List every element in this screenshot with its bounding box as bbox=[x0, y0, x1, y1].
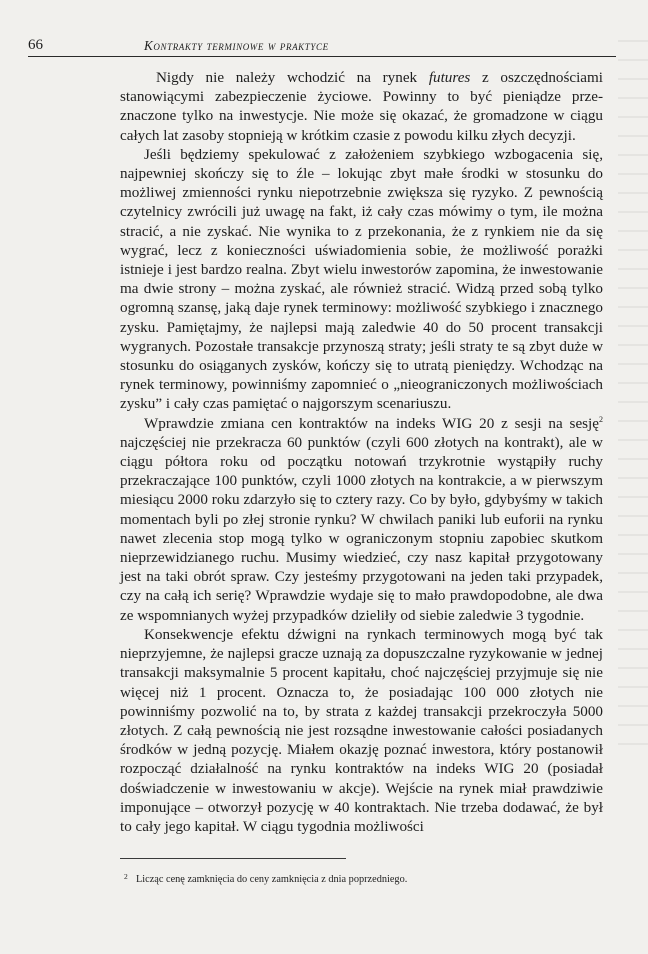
futures-term: futures bbox=[428, 69, 471, 86]
paragraph-3 bbox=[120, 414, 603, 625]
paragraph-4: Konsekwencje efektu dźwigni na rynkach terminowych mogą być tak nieprzyjemne, że najlepsi gracze uznają za dopuszczalne ryzykowanie w jednej transakcji maksymalnie 5 procent kapitału, choć najczęściej przyjmuje się nie więcej niż 1 procent. Oznacza to, że posiadając 100 000 złotych nie powinniśmy pozwolić na to, by strata z każdej transakcji przekroczyła 5000 złotych. Z całą pewnością nie jest rozsądne inwestowanie całości posiadanych środków w jedną pozycję. Miałem okazję poznać inwestora, który postanowił rozpocząć działalność na rynku kontraktów na indeks WIG 20 (posiadał doświadczenie w inwestowaniu w akcje). Wejście na rynek miał prawdziwie imponujące – otworzył pozycję w 40 kontraktach. Nie trzeba dodawać, że był to cały jego kapitał. W ciągu tygodnia możliwości bbox=[120, 625, 603, 835]
paragraph-1-start: Nigdy nie należy wchodzić na rynek bbox=[156, 69, 429, 86]
body-text bbox=[120, 68, 603, 836]
paragraph-3-rest: najczęściej nie przekracza 60 punktów (czyli 600 złotych na kontrakt), ale w ciągu półtora roku od początku notowań trzykrotnie wystąpiły ruchy przekraczające 100 punktów, czyli 1000 złotych na kontrakcie, a w pierwszym miesiącu 2000 roku zdarzyło się to cztery razy. Co by było, gdybyśmy w takich momentach byli po złej stronie rynku? W chwilach paniki lub euforii na rynku nawet zlecenia stop mogą tylko w ograniczonym stopniu zapobiec skutkom nieprzewidzianego ruchu. Musimy wiedzieć, czy nasz kapitał przygotowany jest na taki obrót spraw. Czy jesteśmy przygotowani na jeden taki przypadek, czy na całą ich serię? Wprawdzie wydaje się to mało prawdopodobne, ale dwa ze wspomnianych wyżej przypadków dzieliły od siebie zaledwie 3 tygodnie. bbox=[120, 433, 603, 624]
footnote bbox=[124, 872, 596, 886]
page-header bbox=[28, 36, 616, 57]
running-title: Kontrakty terminowe w praktyce bbox=[144, 38, 329, 53]
footnote-number: 2 bbox=[124, 872, 128, 881]
footnote-divider bbox=[120, 858, 346, 859]
paragraph-2: Jeśli będziemy spekulować z założeniem szybkiego wzbogacenia się, najpewniej skończy się to źle – lokując zbyt małe środki w stosunku do możliwej zmienności rynku niepotrzebnie zwiększa się ryzyko. Z pewnością czytelnicy zwrócili już uwagę na fakt, iż cały czas mówimy o tym, ile można stracić, a nie zyskać. Nie wynika to z przekonania, że z rynkiem nie da się wygrać, lecz z konieczności uświadomienia sobie, że możliwość porażki istnieje i jest bardzo realna. Zbyt wielu inwestorów zapomina, że inwestowanie ma dwie strony – można zyskać, ale również stracić. Widzą przed sobą tylko ogromną szansę, jaką daje rynek terminowy: możliwość szybkiego i znacznego zysku. Pamiętajmy, że najlepsi mają zaledwie 40 do 50 procent transakcji wygranych. Pozostałe transakcje przynoszą straty; jeśli straty te są zbyt duże w stosunku do osiąganych zysków, kończy się to utratą pieniędzy. Wchodząc na rynek terminowy, powinniśmy zapomnieć o „nieograniczonych możliwościach zysku” i cały czas pamiętać o najgorszym scenariuszu. bbox=[120, 145, 603, 413]
paragraph-3-start: Wprawdzie zmiana cen kontraktów na indeks WIG 20 z sesji na sesję bbox=[144, 414, 599, 432]
page-number: 66 bbox=[28, 37, 43, 53]
bleed-through-shadow bbox=[618, 40, 648, 760]
footnote-text: Licząc cenę zamknięcia do ceny zamknięcia z dnia poprzedniego. bbox=[136, 874, 408, 885]
paragraph-1-rest: z oszczędnościami stanowiącymi zabezpieczenie życiowe. Powinny to być pieniądze przeznaczone tylko na inwestycje. Nie może się okazać, że gromadzone w ciągu całych lat zasoby stopnieją w krótkim czasie z powodu kilku złych decyzji. bbox=[120, 69, 603, 144]
footnote-reference: 2 bbox=[599, 414, 603, 424]
paragraph-1 bbox=[120, 68, 603, 145]
